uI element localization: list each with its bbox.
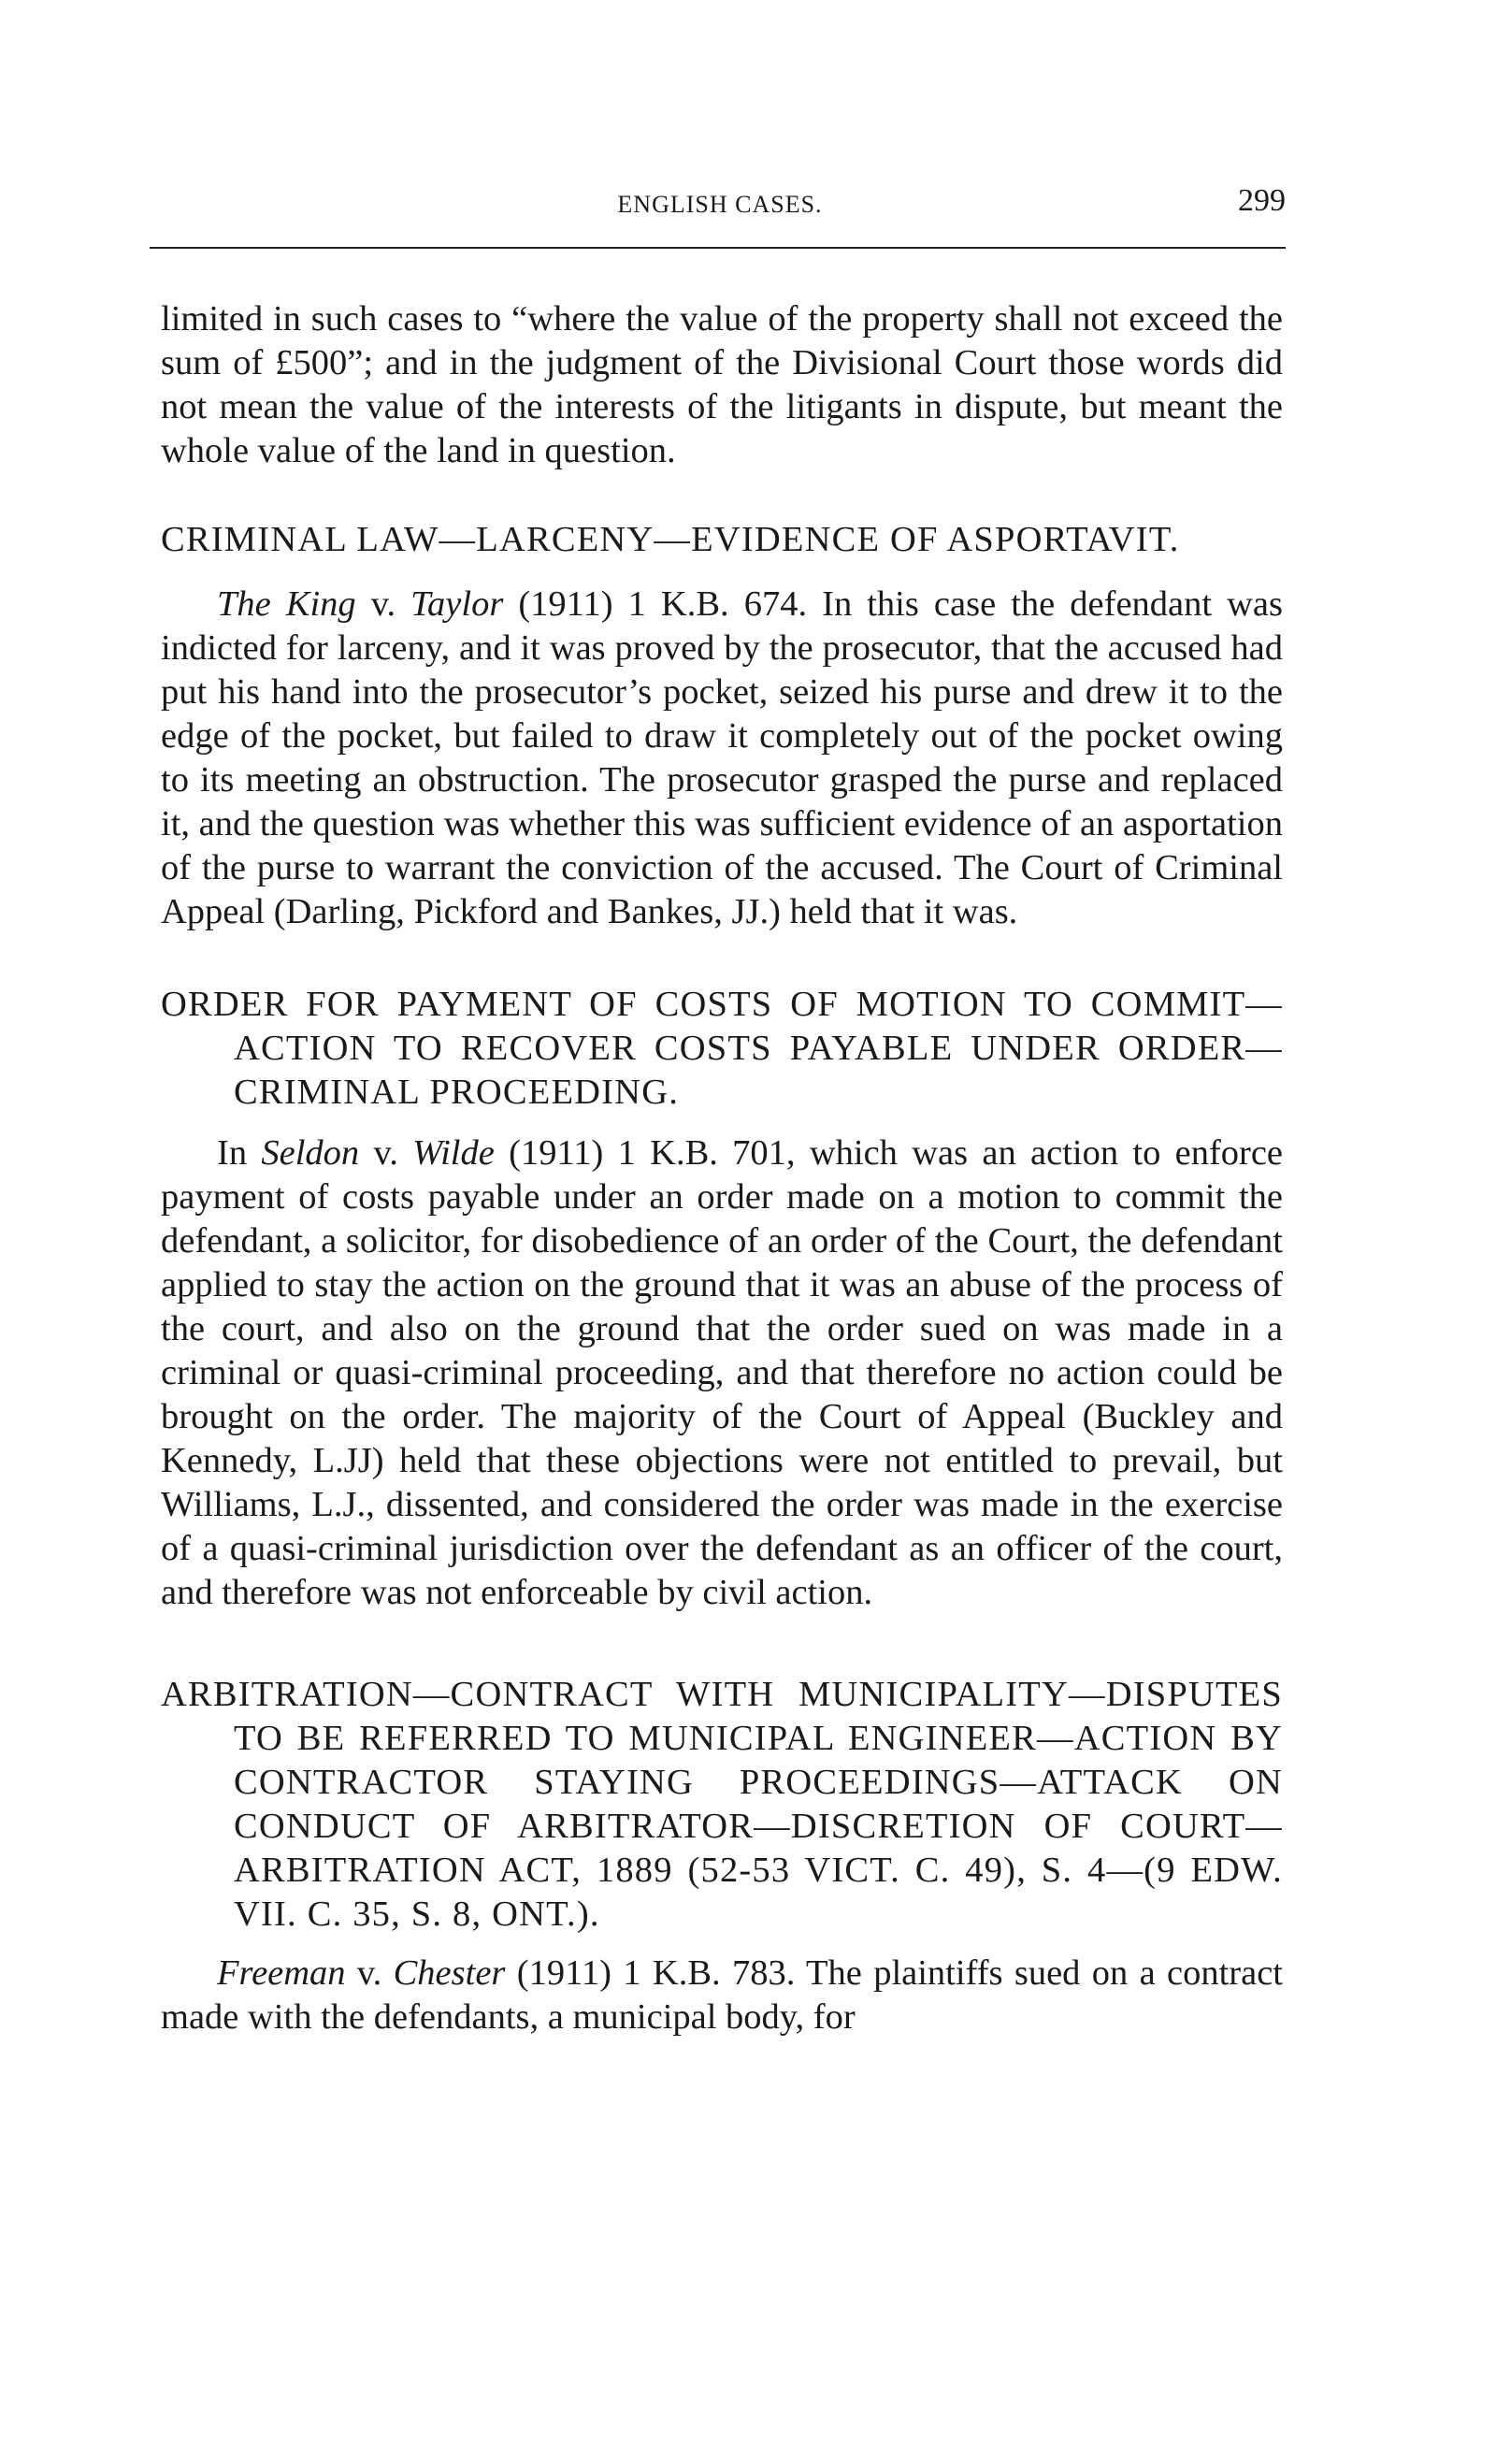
- case-name-party-a: Freeman: [217, 1953, 346, 1993]
- case-versus: v.: [355, 584, 411, 624]
- case-name-party-a: Seldon: [261, 1133, 360, 1173]
- continuation-paragraph: limited in such cases to “where the value of the property shall not exceed the sum of £500”; and in the judgment of the Divisional Court those words did not mean the value of the interests of the litigants in dispute, but meant the whole value of the land in question.: [161, 299, 1283, 470]
- case-paragraph-seldon-v-wilde: [161, 1131, 1283, 1615]
- case-paragraph-freeman-v-chester: [161, 1952, 1283, 2039]
- section-heading-arbitration: ARBITRATION—CONTRACT WITH MUNICIPALITY—DISPUTES TO BE REFERRED TO MUNICIPAL ENGINEER—ACTION BY CONTRACTOR STAYING PROCEEDINGS—ATTACK ON CONDUCT OF ARBITRATOR—DISCRETION OF COURT—ARBITRATION ACT, 1889 (52-53 VICT. C. 49), S. 4—(9 EDW. VII. C. 35, S. 8, ONT.).: [161, 1675, 1283, 1934]
- case-paragraph-king-v-taylor: [161, 583, 1283, 934]
- case-body-text: (1911) 1 K.B. 701, which was an action to enforce payment of costs payable under an order made on a motion to commit the defendant, a solicitor, for disobedience of an order of the Court, the defendant applied to stay the action on the ground that it was an abuse of the process of the court, and also on the ground that the order sued on was made in a criminal or quasi-criminal proceeding, and that therefore no action could be brought on the order. The majority of the Court of Appeal (Buckley and Kennedy, L.JJ) held that these objections were not entitled to prevail, but Williams, L.J., dissented, and considered the order was made in the exercise of a quasi-criminal jurisdiction over the defendant as an officer of the court, and therefore was not enforceable by civil action.: [161, 1133, 1284, 1612]
- case-name-party-b: Wilde: [412, 1133, 495, 1173]
- case-body-text: (1911) 1 K.B. 674. In this case the defendant was indicted for larceny, and it was proved by the prosecutor, that the accused had put his hand into the prosecutor’s pocket, seized his purse and drew it to the edge of the pocket, but failed to draw it completely out of the pocket owing to its meeting an obstruction. The prosecutor grasped the purse and replaced it, and the question was whether this was sufficient evidence of an asportation of the purse to warrant the conviction of the accused. The Court of Criminal Appeal (Darling, Pickford and Bankes, JJ.) held that it was.: [161, 584, 1283, 931]
- case-versus: v.: [359, 1133, 413, 1173]
- section-heading-larceny: CRIMINAL LAW—LARCENY—EVIDENCE OF ASPORTAVIT.: [161, 520, 1180, 559]
- case-name-party-a: The King: [217, 584, 356, 624]
- case-name-party-b: Chester: [393, 1953, 506, 1993]
- header-rule: [150, 247, 1286, 249]
- running-title: ENGLISH CASES.: [617, 191, 823, 218]
- page-number: 299: [1238, 183, 1286, 218]
- section-heading-costs: ORDER FOR PAYMENT OF COSTS OF MOTION TO COMMIT—ACTION TO RECOVER COSTS PAYABLE UNDER ORDER—CRIMINAL PROCEEDING.: [161, 985, 1283, 1112]
- page-body: [161, 297, 1283, 2039]
- case-versus: v.: [345, 1953, 394, 1993]
- page-header: [154, 183, 1286, 221]
- case-body-text: (1911) 1 K.B. 783. The plaintiffs sued on a contract made with the defendants, a municipal body, for: [161, 1953, 1284, 2037]
- case-name-party-b: Taylor: [410, 584, 504, 624]
- case-lead-text: In: [217, 1133, 262, 1173]
